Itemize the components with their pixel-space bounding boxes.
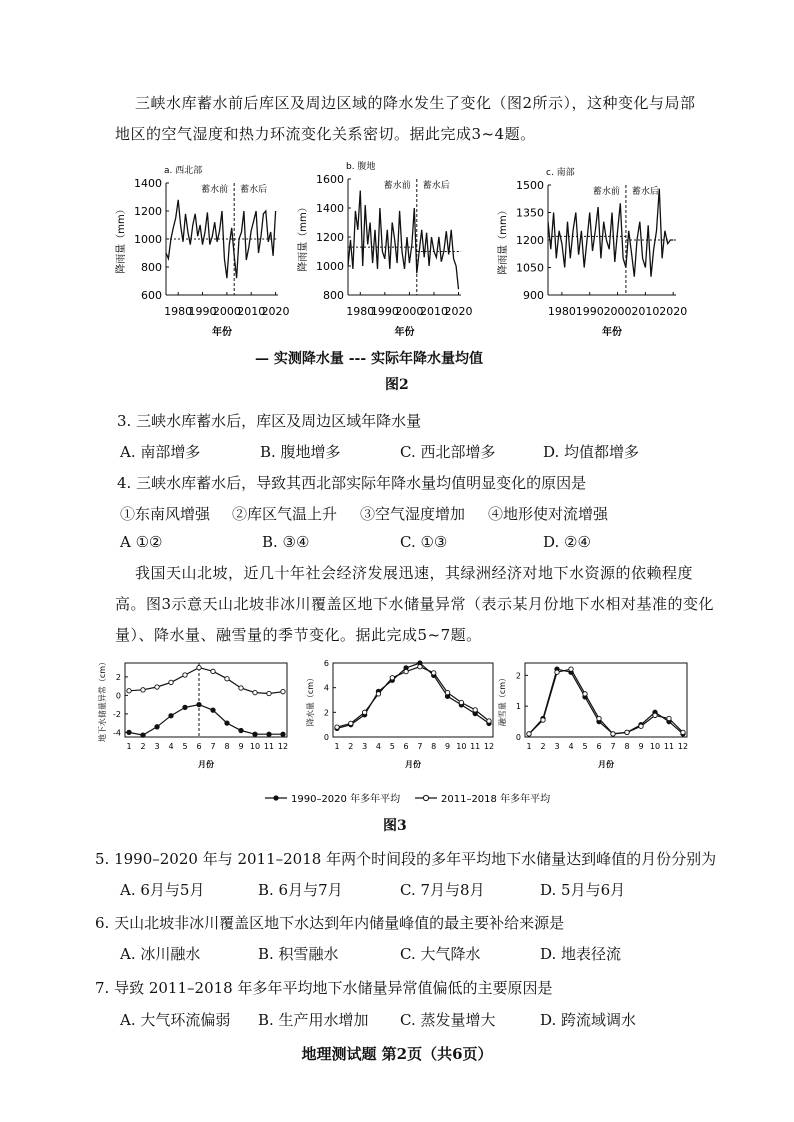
q7-option-b[interactable]: B. 生产用水增加 — [258, 1011, 369, 1029]
q5-option-c[interactable]: C. 7月与8月 — [400, 881, 485, 899]
plot-frame — [125, 663, 287, 737]
point-2011-2018 — [267, 691, 271, 695]
x-tick-label: 6 — [403, 742, 409, 751]
point-2011-2018 — [141, 688, 145, 692]
point-2011-2018 — [169, 680, 173, 684]
point-1990-2020 — [281, 732, 285, 736]
series-1990-2020-line — [337, 663, 489, 728]
x-tick-label: 10 — [649, 742, 661, 751]
q3-option-c[interactable]: C. 西北部增多 — [400, 443, 496, 461]
label-after: 蓄水后 — [631, 187, 659, 197]
y-tick-label: -2 — [113, 709, 121, 719]
y-tick-label: 2 — [323, 708, 329, 718]
figure-2-charts — [100, 155, 700, 365]
q7-option-c[interactable]: C. 蒸发量增大 — [400, 1011, 496, 1029]
figure-3-caption: 图3 — [383, 818, 407, 834]
question-6-stem: 6. 天山北坡非冰川覆盖区地下水达到年内储量峰值的最主要补给来源是 — [95, 914, 565, 932]
q7-option-d[interactable]: D. 跨流域调水 — [540, 1011, 637, 1029]
y-tick-label: 1200 — [316, 231, 344, 244]
y-tick-label: 0 — [515, 733, 521, 742]
point-2011-2018 — [639, 724, 643, 728]
point-2011-2018 — [127, 689, 131, 693]
y-tick-label: 1200 — [516, 234, 544, 247]
q3-option-b[interactable]: B. 腹地增多 — [260, 443, 341, 461]
q4-option-d[interactable]: D. ②④ — [543, 533, 591, 551]
x-tick-label: 2020 — [444, 305, 473, 318]
point-2011-2018 — [418, 665, 422, 669]
x-tick-label: 9 — [238, 742, 244, 751]
chart-precipitation — [305, 659, 494, 769]
q3-option-d[interactable]: D. 均值都增多 — [543, 443, 640, 461]
point-2011-2018 — [335, 725, 339, 729]
y-tick-label: 1500 — [516, 179, 544, 192]
q6-option-b[interactable]: B. 积雪融水 — [258, 945, 339, 963]
x-tick-label: 1 — [126, 742, 132, 751]
x-tick-label: 4 — [375, 742, 382, 751]
x-axis-label: 年份 — [212, 327, 232, 338]
q4-item-3: ③空气湿度增加 — [360, 505, 466, 523]
chart-south — [496, 166, 687, 338]
legend-marker-filled — [273, 795, 278, 800]
label-after: 蓄水后 — [422, 181, 450, 191]
point-1990-2020 — [225, 721, 229, 725]
chart-groundwater-anomaly — [97, 658, 288, 769]
x-tick-label: 1980 — [164, 305, 193, 318]
chart-title: a. 西北部 — [164, 166, 203, 176]
point-2011-2018 — [239, 686, 243, 690]
point-2011-2018 — [541, 718, 545, 722]
x-tick-label: 12 — [483, 742, 495, 751]
point-2011-2018 — [569, 667, 573, 671]
x-tick-label: 2010 — [631, 305, 660, 318]
label-before: 蓄水前 — [383, 181, 411, 191]
point-1990-2020 — [155, 725, 159, 729]
q4-option-a[interactable]: A ①② — [120, 533, 163, 551]
y-tick-label: 1000 — [316, 260, 344, 273]
point-2011-2018 — [445, 690, 449, 694]
x-tick-label: 11 — [663, 742, 675, 751]
precip-series-line — [548, 189, 673, 277]
series-1990-2020-line — [129, 705, 283, 736]
point-2011-2018 — [667, 716, 671, 720]
question-7-stem: 7. 导致 2011–2018 年多年平均地下水储量异常值偏低的主要原因是 — [95, 979, 553, 997]
y-axis-label: 地下水储量异常（cm） — [98, 657, 107, 743]
point-2011-2018 — [432, 671, 436, 675]
series-2011-2018-line — [129, 668, 283, 694]
y-axis-label: 融雪量（cm） — [498, 673, 507, 727]
x-tick-label: 9 — [444, 742, 451, 751]
q4-item-1: ①东南风增强 — [120, 505, 211, 523]
question-3-stem: 3. 三峡水库蓄水后，库区及周边区域年降水量 — [117, 412, 422, 430]
point-2011-2018 — [155, 685, 159, 689]
x-tick-label: 6 — [596, 742, 602, 751]
y-tick-label: 1400 — [316, 202, 344, 215]
point-1990-2020 — [211, 708, 215, 712]
point-2011-2018 — [211, 669, 215, 673]
point-1990-2020 — [239, 728, 243, 732]
x-tick-label: 1990 — [575, 305, 604, 318]
point-2011-2018 — [390, 676, 394, 680]
point-1990-2020 — [169, 714, 173, 718]
x-axis-label: 月份 — [598, 760, 614, 769]
x-tick-label: 2010 — [237, 305, 266, 318]
point-2011-2018 — [555, 670, 559, 674]
x-tick-label: 8 — [224, 742, 230, 751]
point-2011-2018 — [225, 677, 229, 681]
question-5-stem: 5. 1990–2020 年与 2011–2018 年两个时间段的多年平均地下水储量达到峰值的月份分别为 — [95, 850, 717, 868]
point-1990-2020 — [267, 732, 271, 736]
x-tick-label: 12 — [677, 742, 689, 751]
y-tick-label: 800 — [141, 261, 162, 274]
intro-line: 我国天山北坡，近几十年社会经济发展迅速，其绿洲经济对地下水资源的依赖程度 — [135, 564, 694, 582]
point-2011-2018 — [376, 692, 380, 696]
y-tick-label: -4 — [113, 728, 121, 738]
x-tick-label: 1 — [334, 742, 340, 751]
intro-line: 高。图3示意天山北坡非冰川覆盖区地下水储量异常（表示某月份地下水相对基准的变化 — [115, 595, 715, 613]
intro-line: 三峡水库蓄水前后库区及周边区域的降水发生了变化（图2所示），这种变化与局部 — [135, 94, 696, 112]
y-axis-label: 降雨量（mm） — [498, 205, 509, 275]
point-2011-2018 — [253, 690, 257, 694]
point-2011-2018 — [362, 710, 366, 714]
intro-line: 地区的空气湿度和热力环流变化关系密切。据此完成3~4题。 — [115, 125, 536, 143]
point-2011-2018 — [404, 669, 408, 673]
legend-label-2: 2011–2018 年多年平均 — [441, 794, 551, 805]
y-tick-label: 2 — [515, 671, 521, 681]
x-tick-label: 2 — [540, 742, 546, 751]
chart-hinterland — [296, 160, 473, 338]
y-tick-label: 800 — [323, 289, 344, 302]
plot-frame — [333, 663, 493, 737]
x-tick-label: 3 — [554, 742, 560, 751]
label-before: 蓄水前 — [592, 187, 620, 197]
x-tick-label: 8 — [624, 742, 630, 751]
y-tick-label: 1350 — [516, 206, 544, 220]
point-2011-2018 — [487, 719, 491, 723]
point-2011-2018 — [281, 689, 285, 693]
point-1990-2020 — [183, 705, 187, 709]
y-tick-label: 1400 — [134, 177, 162, 190]
x-tick-label: 1 — [526, 742, 532, 751]
x-tick-label: 5 — [582, 742, 588, 751]
point-2011-2018 — [653, 713, 657, 717]
q6-option-a[interactable]: A. 冰川融水 — [120, 945, 201, 963]
x-tick-label: 7 — [210, 742, 216, 751]
y-tick-label: 1600 — [316, 173, 344, 186]
y-tick-label: 4 — [323, 683, 329, 693]
x-tick-label: 2 — [140, 742, 146, 751]
q4-item-2: ②库区气温上升 — [232, 505, 338, 523]
x-tick-label: 2000 — [212, 305, 241, 318]
point-2011-2018 — [597, 716, 601, 720]
precip-series-line — [348, 191, 459, 290]
x-tick-label: 5 — [182, 742, 188, 751]
point-2011-2018 — [583, 692, 587, 696]
x-tick-label: 5 — [389, 742, 395, 751]
x-tick-label: 1980 — [547, 305, 576, 318]
x-tick-label: 6 — [196, 742, 202, 751]
intro-line: 量）、降水量、融雪量的季节变化。据此完成5~7题。 — [115, 626, 482, 644]
point-2011-2018 — [681, 730, 685, 734]
point-2011-2018 — [459, 700, 463, 704]
x-tick-label: 1990 — [370, 305, 399, 318]
x-tick-label: 11 — [263, 742, 275, 751]
x-axis-label: 月份 — [198, 760, 214, 769]
question-4-stem: 4. 三峡水库蓄水后，导致其西北部实际年降水量均值明显变化的原因是 — [117, 474, 587, 492]
x-tick-label: 1990 — [188, 305, 217, 318]
y-axis-label: 降雨量（mm） — [298, 202, 309, 272]
y-tick-label: 1200 — [134, 205, 162, 218]
chart-snowmelt — [497, 663, 688, 769]
q7-option-a[interactable]: A. 大气环流偏弱 — [120, 1011, 231, 1029]
legend-marker-open — [423, 795, 428, 800]
q5-option-d[interactable]: D. 5月与6月 — [540, 881, 626, 899]
y-tick-label: 1050 — [516, 261, 544, 275]
figure-3-legend — [265, 790, 565, 806]
point-1990-2020 — [197, 702, 201, 706]
point-1990-2020 — [141, 733, 145, 737]
point-2011-2018 — [349, 721, 353, 725]
y-tick-label: 900 — [523, 289, 544, 302]
legend-label-1: 1990–2020 年多年平均 — [291, 794, 401, 805]
q6-option-d[interactable]: D. 地表径流 — [540, 945, 622, 963]
intro-paragraph-2 — [115, 558, 765, 651]
x-tick-label: 2020 — [261, 305, 290, 318]
chart-title: c. 南部 — [546, 168, 575, 178]
chart-northwest — [114, 164, 290, 338]
figure-2-legend: — 实测降水量 --- 实际年降水量均值 — [255, 351, 484, 367]
point-1990-2020 — [127, 730, 131, 734]
page-footer: 地理测试题 第2页（共6页） — [301, 1045, 493, 1063]
x-tick-label: 8 — [431, 742, 437, 751]
x-tick-label: 1980 — [346, 305, 375, 318]
point-2011-2018 — [527, 732, 531, 736]
q3-option-a[interactable]: A. 南部增多 — [120, 443, 201, 461]
y-tick-label: 0 — [323, 733, 329, 742]
y-axis-label: 降雨量（mm） — [116, 204, 127, 274]
x-tick-label: 12 — [277, 742, 289, 751]
point-2011-2018 — [183, 673, 187, 677]
y-tick-label: 600 — [141, 289, 162, 302]
y-tick-label: 1000 — [134, 233, 162, 246]
point-2011-2018 — [611, 732, 615, 736]
chart-title: b. 腹地 — [346, 162, 376, 172]
x-tick-label: 3 — [154, 742, 160, 751]
x-tick-label: 10 — [456, 742, 467, 751]
series-1990-2020-line — [529, 669, 683, 734]
q4-option-c[interactable]: C. ①③ — [400, 533, 448, 551]
x-axis-label: 年份 — [602, 327, 622, 338]
y-tick-label: 1 — [515, 702, 521, 712]
figure-2-caption: 图2 — [385, 377, 409, 393]
x-tick-label: 11 — [470, 742, 481, 751]
x-tick-label: 2010 — [419, 305, 448, 318]
y-tick-label: 6 — [323, 659, 329, 668]
series-2011-2018-line — [529, 669, 683, 734]
q5-option-a[interactable]: A. 6月与5月 — [120, 881, 205, 899]
x-tick-label: 2000 — [603, 305, 632, 318]
x-tick-label: 10 — [249, 742, 261, 751]
x-tick-label: 2020 — [659, 305, 688, 318]
point-1990-2020 — [253, 732, 257, 736]
figure-3-charts — [95, 655, 705, 805]
x-tick-label: 2000 — [395, 305, 424, 318]
x-axis-label: 月份 — [405, 760, 421, 769]
q4-item-4: ④地形使对流增强 — [488, 505, 609, 523]
q4-option-b[interactable]: B. ③④ — [262, 533, 310, 551]
y-tick-label: 0 — [115, 691, 121, 701]
y-axis-label: 降水量（cm） — [306, 673, 315, 727]
point-2011-2018 — [473, 708, 477, 712]
x-tick-label: 7 — [417, 742, 423, 751]
x-tick-label: 9 — [638, 742, 644, 751]
point-2011-2018 — [197, 665, 201, 669]
x-tick-label: 2 — [348, 742, 354, 751]
x-tick-label: 3 — [362, 742, 368, 751]
q6-option-c[interactable]: C. 大气降水 — [400, 945, 481, 963]
label-after: 蓄水后 — [240, 185, 268, 195]
y-tick-label: 2 — [115, 672, 121, 682]
point-2011-2018 — [625, 730, 629, 734]
x-axis-label: 年份 — [394, 327, 415, 338]
x-tick-label: 4 — [168, 742, 174, 751]
intro-paragraph-1 — [115, 88, 755, 150]
x-tick-label: 7 — [610, 742, 616, 751]
x-tick-label: 4 — [568, 742, 574, 751]
q5-option-b[interactable]: B. 6月与7月 — [258, 881, 343, 899]
label-before: 蓄水前 — [201, 185, 229, 195]
